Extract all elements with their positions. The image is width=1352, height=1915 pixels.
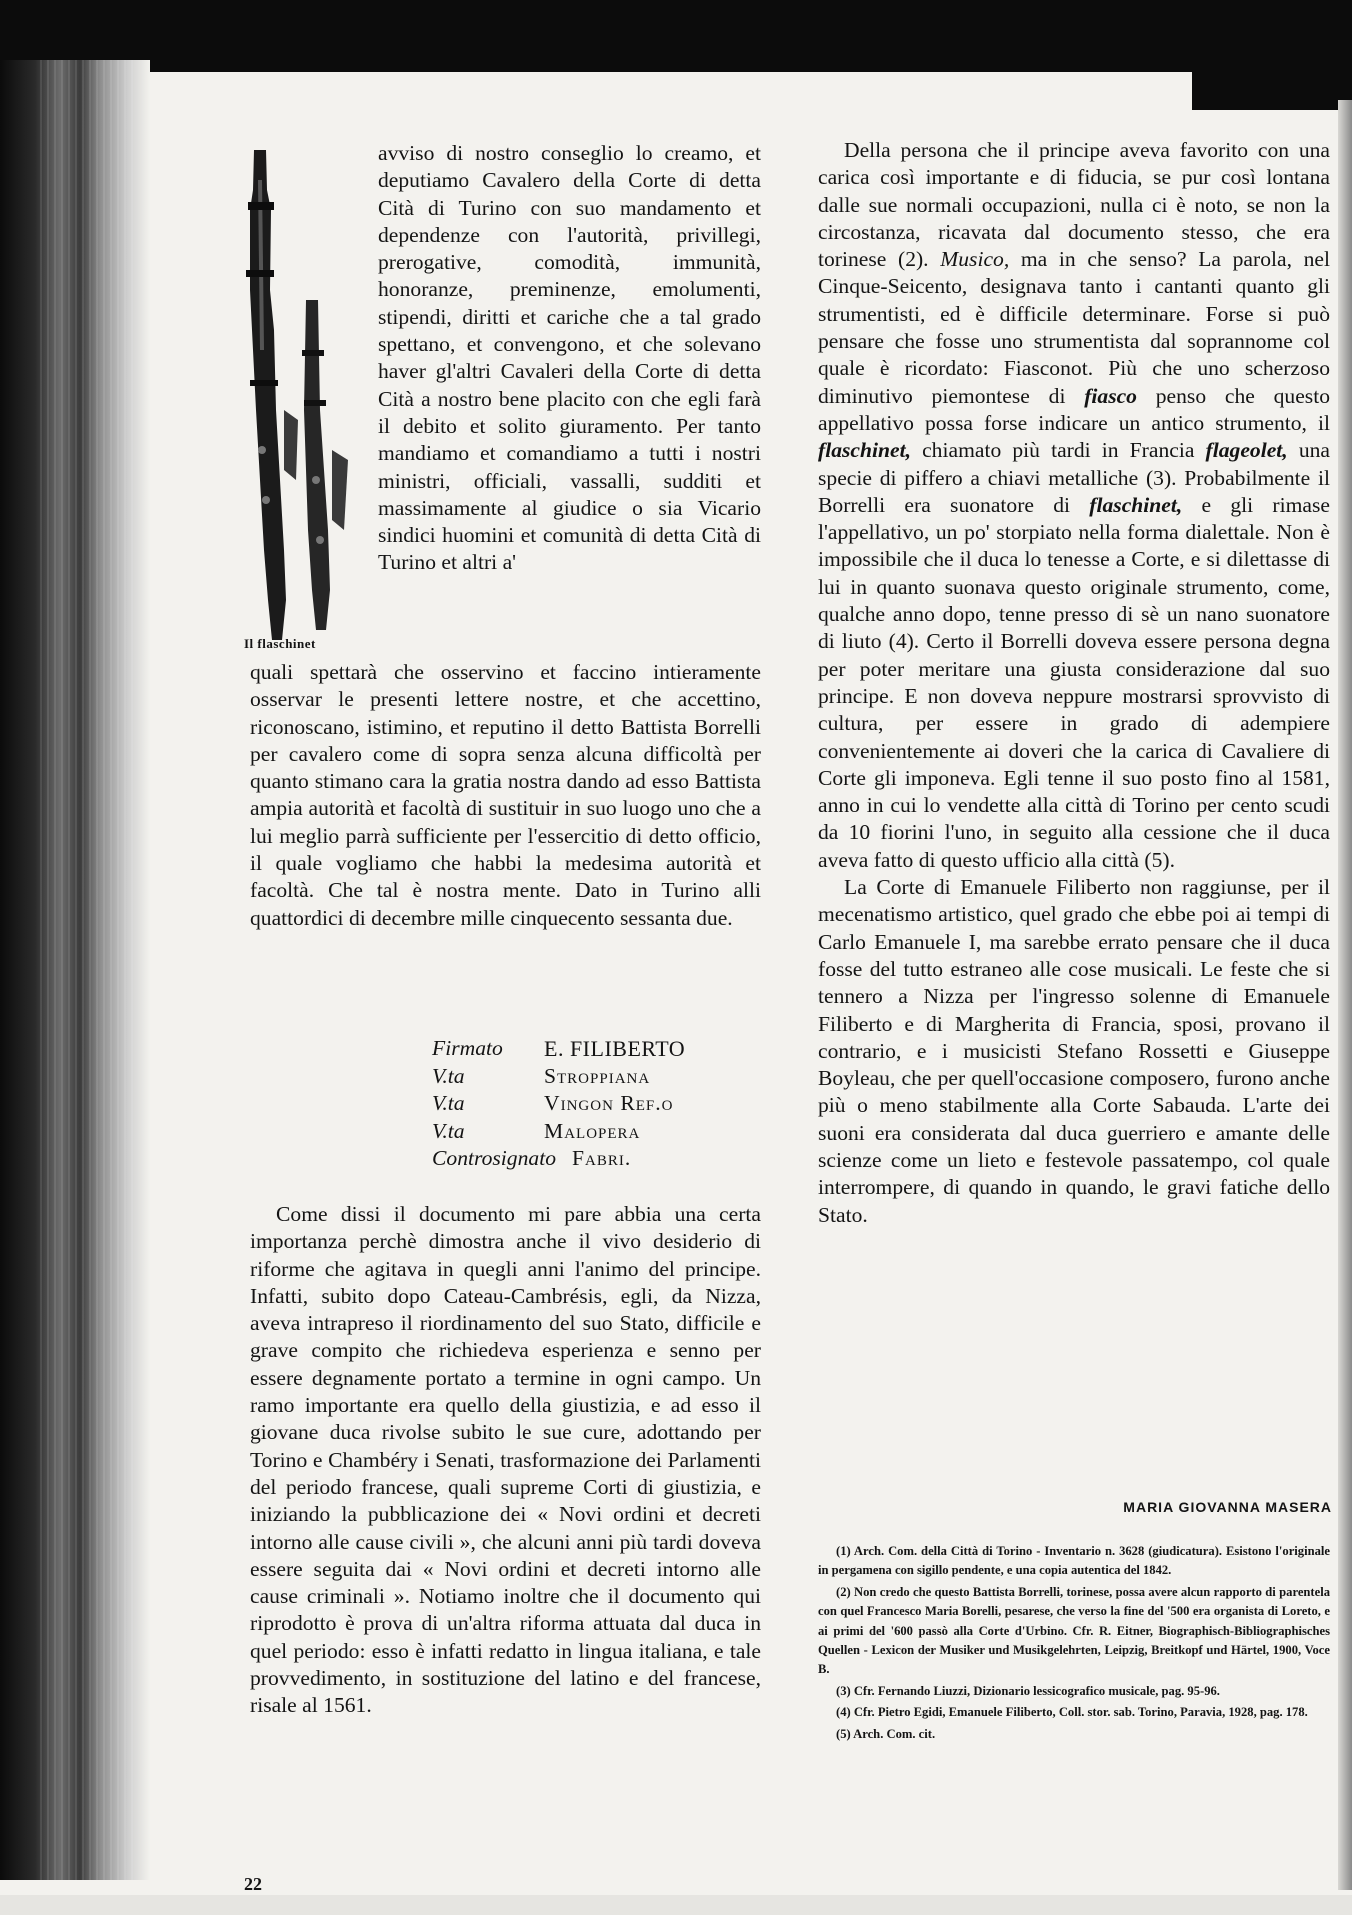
text-run: penso che questo appellativo possa forse indicare un antico strumento, il <box>818 383 1330 435</box>
right-page-edge <box>1338 100 1352 1890</box>
scan-border-notch <box>1192 0 1352 110</box>
italic-term: flaschinet, <box>1089 492 1183 517</box>
right-paragraph-1 <box>818 137 1330 874</box>
footnote: (4) Cfr. Pietro Egidi, Emanuele Filiberto, Coll. stor. sab. Torino, Paravia, 1928, pag. 178. <box>836 1705 1308 1720</box>
text-run: ma in che senso? La parola, nel Cinque-Seicento, designava tanto i cantanti quanto gli strumentisti, ed è difficile determinare. Forse si può pensare che fosse uno strumentista dal soprannome col quale è ricordato: Fiasconot. Più che uno scherzoso diminutivo piemontese di <box>818 247 1331 408</box>
signature-row <box>432 1090 762 1118</box>
signature-row <box>432 1118 762 1146</box>
signature-name: Fabri. <box>572 1146 632 1170</box>
commentary-paragraph: Come dissi il documento mi pare abbia una certa importanza perchè dimostra anche il vivo desiderio di riforme che agitava in quegli anni l'animo del principe. Infatti, subito dopo Cateau-Cambrésis, egli, da Nizza, aveva intrapreso il riordinamento del suo Stato, difficile e grave compito che richiedeva esperienza e senno per essere degnamente portato a termine in ogni campo. Un ramo importante era quello della giustizia, e ad esso il giovane duca rivolse subito le sue cure, adottando per Torino e Chambéry i Senati, trasformazione dei Parlamenti del periodo francese, quali supreme Corti di giustizia, e iniziando la pubblicazione dei « Novi ordini et decreti intorno alle cause civili », che alcuni anni più tardi doveva essere seguita dai « Novi ordini et decreti intorno alle cause criminali ». Notiamo inoltre che il documento qui riprodotto è prova di un'altra riforma attuata dal duca in quel periodo: esso è infatti redatto in lingua italiana, e tale provvedimento, in sostituzione del latino e del francese, risale al 1561. <box>250 1202 761 1718</box>
signature-row <box>432 1145 762 1173</box>
footnote: (5) Arch. Com. cit. <box>836 1726 936 1741</box>
italic-term: flageolet, <box>1205 438 1288 463</box>
right-column <box>818 137 1330 1229</box>
left-column-lower <box>250 1201 761 1720</box>
signature-role: V.ta <box>432 1091 465 1115</box>
italic-term: Musico, <box>940 247 1010 272</box>
decree-paragraph-top: avviso di nostro conseglio lo creamo, et deputiamo Cavalero della Corte di detta Cità di Turino con suo mandamento et dependenze con l'autorità, privillegi, prerogative, comodità, immunità, honoranze, preminenze, emolumenti, stipendi, diritti et cariche che a tal grado spettano, et convengono, et che solevano haver gl'altri Cavaleri della Corte di detta Cità a nostro bene placito con che egli farà il debito et solito giuramento. Per tanto mandiamo et comandiamo a tutti i nostri ministri, officiali, vassalli, sudditi et massimamente al giudice o sia Vicario sindici huomini et comunità di detta Cità di Turino et altri a' <box>378 141 761 575</box>
signature-name: Malopera <box>544 1118 641 1143</box>
document-text-top <box>378 140 761 577</box>
right-paragraph-2: La Corte di Emanuele Filiberto non raggiunse, per il mecenatismo artistico, quel grado che ebbe poi ai tempi di Carlo Emanuele I, ma sarebbe errato pensare che il duca fosse del tutto estraneo alle cose musicali. Le feste che si tennero a Nizza per l'ingresso solenne di Emanuele Filiberto e di Margherita di Francia, sposi, provano il contrario, e i musicisti Stefano Rossetti e Giuseppe Boyleau, che per quell'occasione composero, furono anche più o meno stabilmente alla Corte Sabauda. L'arte dei suoni era considerata dal duca guerriero e amante delle scienze come un lieto e festevole passatempo, col quale interrompere, di quando in quando, le gravi fatiche dello Stato. <box>818 875 1330 1227</box>
footnote: (1) Arch. Com. della Città di Torino - Inventario n. 3628 (giudicatura). Esistono l'originale in pergamena con sigillo pendente, e una copia autentica del 1842. <box>818 1544 1330 1578</box>
page-edges <box>40 60 135 1880</box>
scan-border-top <box>0 0 1352 72</box>
footnote: (3) Cfr. Fernando Liuzzi, Dizionario lessicografico musicale, pag. 95-96. <box>836 1683 1220 1698</box>
text-run: e gli rimase l'appellativo, un po' storpiato nella forma dialettale. Non è impossibile che il duca lo tenesse a Corte, e si dilettasse di lui in quanto suonava questo originale strumento, come, qualche anno dopo, tenne presso di sè un nano suonatore di liuto (4). Certo il Borrelli doveva essere persona degna per poter meritare una giusta considerazione dal suo principe. E non doveva neppure mostrarsi sprovvisto di cultura, per essere in grado di adempiere convenientemente ai doveri che la carica di Cavaliere di Corte gli imponeva. Egli tenne il suo posto fino al 1581, anno in cui lo vendette alla città di Torino per cento scudi da 10 fiorini l'uno, in seguito alla cessione che il duca aveva fatto di questo ufficio alla città (5). <box>818 492 1330 872</box>
signature-name: Vingon Ref.o <box>544 1091 674 1115</box>
signature-role: Firmato <box>432 1036 503 1060</box>
italic-term: fiasco <box>1084 383 1137 408</box>
footnote: (2) Non credo che questo Battista Borrelli, torinese, possa avere alcun rapporto di parentela con quel Francesco Maria Borelli, pesarese, che verso la fine del '500 era organista di Loreto, e ai primi del '600 passò alla Corte d'Urbino. Cfr. R. Eitner, Biographisch-Bibliographisches Quellen - Lexicon der Musiker und Musikgelehrten, Leipzig, Breitkopf und Härtel, 1900, Voce B. <box>818 1584 1330 1677</box>
signature-row <box>432 1035 762 1063</box>
signature-role: V.ta <box>432 1063 465 1088</box>
flaschinet-illustration <box>236 150 366 640</box>
page-bottom-edge <box>0 1895 1352 1915</box>
left-column <box>250 659 761 932</box>
signature-row <box>432 1063 762 1091</box>
figure-caption: Il flaschinet <box>244 636 316 651</box>
text-run: chiamato più tardi in Francia <box>910 438 1206 463</box>
decree-paragraph-end: quali spettarà che osservino et faccino intieramente osservar le presenti lettere nostre, et che accettino, riconoscano, istimino, et reputino il detto Battista Borrelli per cavalero come di sopra senza alcuna difficoltà per quanto stimano cara la gratia nostra dando ad esso Battista ampia autorità et facoltà di sustituir in suo luogo uno che a lui meglio parrà sufficiente per l'essercitio di detto officio, il quale vogliamo che habbi la medesima autorità et facoltà. Che tal è nostra mente. Dato in Turino alli quattordici di decembre mille cinquecento sessanta due. <box>250 660 761 930</box>
page-number: 22 <box>244 1874 262 1894</box>
signature-name: E. FILIBERTO <box>544 1036 686 1061</box>
text-run: una specie di piffero a chiavi metalliche (3). Probabilmente il Borrelli era suonatore di <box>818 438 1330 517</box>
signature-role: V.ta <box>432 1118 465 1143</box>
text-run: Della persona che il principe aveva favorito con una carica così importante e di fiducia, se pur così lontana dalle sue normali occupazioni, nulla ci è noto, se non la circostanza, ricavata dal documento stesso, che era torinese (2). <box>818 138 1330 272</box>
footnotes <box>818 1542 1330 1746</box>
signature-block <box>432 1035 762 1173</box>
italic-term: flaschinet, <box>818 438 911 463</box>
signature-role: Controsignato <box>432 1146 556 1170</box>
author-signature: MARIA GIOVANNA MASERA <box>1123 1499 1332 1515</box>
signature-name: Stroppiana <box>544 1063 651 1088</box>
